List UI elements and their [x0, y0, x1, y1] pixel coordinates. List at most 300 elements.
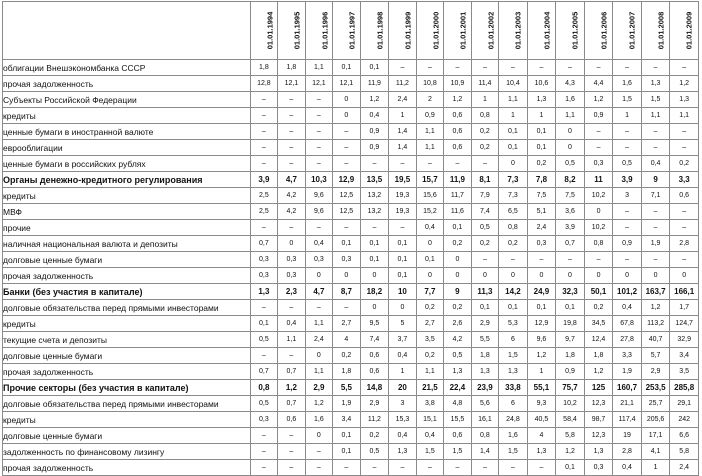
value-cell: 0,4	[389, 428, 417, 444]
value-cell: 7,3	[499, 172, 528, 188]
year-label: 01.01.1995	[292, 11, 302, 50]
value-cell: –	[670, 140, 699, 156]
value-cell: 0,8	[471, 108, 499, 124]
value-cell: 58,4	[556, 412, 585, 428]
value-cell: 15,3	[389, 412, 417, 428]
value-cell: 1,1	[416, 140, 444, 156]
value-cell: 1,8	[333, 364, 361, 380]
value-cell: 4,2	[278, 204, 306, 220]
value-cell: –	[471, 460, 499, 476]
value-cell: 0,9	[360, 140, 389, 156]
value-cell: –	[556, 60, 585, 76]
value-cell: 2,4	[670, 460, 699, 476]
value-cell: 0,3	[333, 252, 361, 268]
value-cell: 0	[333, 268, 361, 284]
value-cell: 0,3	[250, 412, 278, 428]
value-cell: 0,4	[360, 108, 389, 124]
value-cell: 6,5	[499, 204, 528, 220]
value-cell: 9	[444, 284, 472, 300]
year-header	[471, 2, 499, 60]
value-cell: 0,3	[584, 460, 613, 476]
value-cell: –	[333, 156, 361, 172]
value-cell: 285,8	[670, 380, 699, 396]
row-label: наличная национальная валюта и депозиты	[3, 236, 251, 252]
value-cell: 5,3	[499, 316, 528, 332]
value-cell: 0,1	[333, 444, 361, 460]
value-cell: 6,6	[670, 428, 699, 444]
value-cell: 0,6	[444, 108, 472, 124]
value-cell: 1,5	[499, 348, 528, 364]
value-cell: 21,1	[613, 396, 642, 412]
table-row	[3, 236, 699, 252]
value-cell: –	[670, 220, 699, 236]
row-label: Органы денежно-кредитного регулирования	[3, 172, 251, 188]
value-cell: 1,5	[641, 92, 670, 108]
value-cell: 12,3	[584, 428, 613, 444]
value-cell: 1,1	[670, 108, 699, 124]
value-cell: 0,3	[584, 156, 613, 172]
value-cell: –	[670, 204, 699, 220]
value-cell: 0	[416, 268, 444, 284]
value-cell: –	[305, 220, 333, 236]
table-row	[3, 428, 699, 444]
table-row	[3, 76, 699, 92]
value-cell: 1,3	[670, 92, 699, 108]
value-cell: 11,9	[444, 172, 472, 188]
value-cell: –	[360, 220, 389, 236]
value-cell: 9,3	[527, 396, 556, 412]
value-cell: –	[250, 348, 278, 364]
value-cell: 2,8	[613, 444, 642, 460]
value-cell: 19,8	[556, 316, 585, 332]
value-cell: 205,6	[641, 412, 670, 428]
value-cell: 0,1	[556, 300, 585, 316]
value-cell: 0	[333, 92, 361, 108]
year-header	[556, 2, 585, 60]
value-cell: 0,4	[416, 220, 444, 236]
table-row	[3, 348, 699, 364]
value-cell: 1,2	[670, 76, 699, 92]
table-row	[3, 412, 699, 428]
year-header	[389, 2, 417, 60]
table-row	[3, 268, 699, 284]
value-cell: 1	[389, 108, 417, 124]
value-cell: 4	[333, 332, 361, 348]
row-label: ценные бумаги в российских рублях	[3, 156, 251, 172]
value-cell: 1,9	[641, 236, 670, 252]
value-cell: 0	[641, 268, 670, 284]
value-cell: –	[444, 60, 472, 76]
value-cell: 1,4	[389, 124, 417, 140]
value-cell: 29,1	[670, 396, 699, 412]
value-cell: 3,9	[556, 220, 585, 236]
value-cell: 2,6	[444, 316, 472, 332]
value-cell: –	[613, 252, 642, 268]
value-cell: 166,1	[670, 284, 699, 300]
value-cell: 1	[613, 108, 642, 124]
value-cell: 1,5	[613, 92, 642, 108]
value-cell: –	[333, 220, 361, 236]
value-cell: 0,9	[416, 108, 444, 124]
table-row	[3, 156, 699, 172]
value-cell: 0,1	[527, 140, 556, 156]
value-cell: 0	[613, 268, 642, 284]
row-label: задолженность по финансовому лизингу	[3, 444, 251, 460]
year-header	[360, 2, 389, 60]
value-cell: 0,1	[499, 300, 528, 316]
value-cell: 0,1	[471, 300, 499, 316]
value-cell: 0,6	[444, 124, 472, 140]
value-cell: 2,9	[641, 364, 670, 380]
value-cell: 163,7	[641, 284, 670, 300]
value-cell: 3,6	[556, 204, 585, 220]
row-label: кредиты	[3, 188, 251, 204]
value-cell: –	[641, 220, 670, 236]
value-cell: 0,2	[471, 140, 499, 156]
value-cell: 10,3	[305, 172, 333, 188]
value-cell: 3,8	[416, 396, 444, 412]
value-cell: –	[333, 460, 361, 476]
row-label: Субъекты Российской Федерации	[3, 92, 251, 108]
value-cell: 0,3	[278, 268, 306, 284]
value-cell: 0,8	[250, 380, 278, 396]
value-cell: –	[584, 140, 613, 156]
value-cell: 10,9	[444, 76, 472, 92]
value-cell: 12,5	[333, 188, 361, 204]
value-cell: 0	[499, 156, 528, 172]
year-header	[499, 2, 528, 60]
value-cell: 1	[527, 108, 556, 124]
value-cell: 7,1	[641, 188, 670, 204]
value-cell: 160,7	[613, 380, 642, 396]
value-cell: 0,4	[416, 428, 444, 444]
value-cell: 0,1	[389, 236, 417, 252]
value-cell: –	[499, 460, 528, 476]
value-cell: 3,4	[670, 348, 699, 364]
value-cell: 15,2	[416, 204, 444, 220]
value-cell: –	[250, 444, 278, 460]
value-cell: 5,8	[556, 428, 585, 444]
value-cell: 101,2	[613, 284, 642, 300]
value-cell: –	[333, 140, 361, 156]
value-cell: 7,5	[527, 188, 556, 204]
value-cell: 0,1	[333, 428, 361, 444]
value-cell: 0,8	[471, 428, 499, 444]
table-row	[3, 300, 699, 316]
value-cell: 0	[670, 268, 699, 284]
value-cell: 1,3	[250, 284, 278, 300]
value-cell: 0,2	[360, 428, 389, 444]
row-label: прочая задолженность	[3, 364, 251, 380]
value-cell: 5,5	[471, 332, 499, 348]
year-label: 01.01.2002	[485, 11, 495, 50]
value-cell: 2,4	[305, 332, 333, 348]
value-cell: –	[527, 460, 556, 476]
value-cell: 11,2	[389, 76, 417, 92]
value-cell: 0,2	[471, 236, 499, 252]
value-cell: 0,1	[389, 252, 417, 268]
value-cell: 1,1	[556, 108, 585, 124]
value-cell: 1,2	[305, 396, 333, 412]
year-header	[584, 2, 613, 60]
value-cell: –	[613, 124, 642, 140]
value-cell: –	[250, 300, 278, 316]
value-cell: –	[389, 220, 417, 236]
value-cell: 5,5	[333, 380, 361, 396]
value-cell: 0	[556, 124, 585, 140]
table-row	[3, 252, 699, 268]
value-cell: 12,9	[333, 172, 361, 188]
value-cell: 1,2	[641, 300, 670, 316]
value-cell: 1	[471, 92, 499, 108]
value-cell: 4,2	[444, 332, 472, 348]
row-label: прочие	[3, 220, 251, 236]
value-cell: –	[360, 156, 389, 172]
value-cell: 7,4	[471, 204, 499, 220]
value-cell: 34,5	[584, 316, 613, 332]
value-cell: –	[416, 460, 444, 476]
value-cell: –	[333, 124, 361, 140]
value-cell: –	[499, 60, 528, 76]
table-row	[3, 316, 699, 332]
table-row	[3, 172, 699, 188]
value-cell: 0,6	[444, 428, 472, 444]
value-cell: –	[527, 60, 556, 76]
value-cell: 242	[670, 412, 699, 428]
row-label: долговые обязательства перед прямыми инвесторами	[3, 300, 251, 316]
value-cell: –	[584, 252, 613, 268]
value-cell: 0,5	[556, 156, 585, 172]
value-cell: 10,4	[499, 76, 528, 92]
value-cell: 1,5	[444, 444, 472, 460]
value-cell: 1	[389, 364, 417, 380]
value-cell: 23,9	[471, 380, 499, 396]
value-cell: 2,3	[278, 284, 306, 300]
value-cell: 0,2	[584, 300, 613, 316]
year-header	[444, 2, 472, 60]
value-cell: –	[305, 444, 333, 460]
value-cell: 0,7	[556, 236, 585, 252]
value-cell: 1,8	[584, 348, 613, 364]
value-cell: 1,1	[641, 108, 670, 124]
value-cell: –	[250, 156, 278, 172]
value-cell: 9,6	[527, 332, 556, 348]
value-cell: –	[250, 428, 278, 444]
value-cell: 2,5	[250, 204, 278, 220]
value-cell: 55,1	[527, 380, 556, 396]
value-cell: 9	[641, 172, 670, 188]
value-cell: 12,5	[333, 204, 361, 220]
value-cell: 0,7	[278, 396, 306, 412]
table-row	[3, 444, 699, 460]
value-cell: 1,8	[250, 60, 278, 76]
year-header	[416, 2, 444, 60]
external-debt-table	[2, 1, 699, 476]
value-cell: –	[416, 156, 444, 172]
value-cell: 0,1	[499, 140, 528, 156]
value-cell: 21,5	[416, 380, 444, 396]
value-cell: 6	[499, 396, 528, 412]
value-cell: –	[250, 220, 278, 236]
year-header	[333, 2, 361, 60]
value-cell: 1,1	[416, 364, 444, 380]
row-label: долговые ценные бумаги	[3, 348, 251, 364]
value-cell: 2,9	[360, 396, 389, 412]
value-cell: –	[613, 60, 642, 76]
value-cell: 1,5	[499, 444, 528, 460]
value-cell: –	[278, 108, 306, 124]
value-cell: –	[278, 140, 306, 156]
value-cell: –	[305, 300, 333, 316]
value-cell: –	[471, 156, 499, 172]
value-cell: –	[389, 460, 417, 476]
value-cell: 11,7	[444, 188, 472, 204]
value-cell: 27,8	[613, 332, 642, 348]
value-cell: 11,2	[360, 412, 389, 428]
year-header	[670, 2, 699, 60]
value-cell: 1,2	[584, 92, 613, 108]
value-cell: 7,8	[527, 172, 556, 188]
year-header	[305, 2, 333, 60]
value-cell: 0	[278, 236, 306, 252]
value-cell: 0,5	[444, 348, 472, 364]
value-cell: 1	[499, 108, 528, 124]
value-cell: 15,1	[416, 412, 444, 428]
value-cell: 10,2	[556, 396, 585, 412]
value-cell: –	[278, 220, 306, 236]
value-cell: 1,6	[613, 76, 642, 92]
table-row	[3, 92, 699, 108]
year-label: 01.01.2001	[458, 11, 468, 50]
value-cell: 1,3	[527, 92, 556, 108]
value-cell: 1,6	[499, 428, 528, 444]
value-cell: 0,5	[471, 220, 499, 236]
value-cell: 40,5	[527, 412, 556, 428]
value-cell: 0,7	[278, 364, 306, 380]
value-cell: 12,1	[305, 76, 333, 92]
value-cell: 0,7	[250, 236, 278, 252]
value-cell: 253,5	[641, 380, 670, 396]
value-cell: 0,3	[250, 268, 278, 284]
value-cell: 24,9	[527, 284, 556, 300]
value-cell: 0,4	[389, 348, 417, 364]
value-cell: 5,6	[471, 396, 499, 412]
value-cell: 2,7	[333, 316, 361, 332]
value-cell: 4,7	[278, 172, 306, 188]
table-row	[3, 124, 699, 140]
value-cell: –	[250, 92, 278, 108]
value-cell: 2,9	[305, 380, 333, 396]
row-label: облигации Внешэкономбанка СССР	[3, 60, 251, 76]
row-label: кредиты	[3, 108, 251, 124]
value-cell: 0	[360, 268, 389, 284]
value-cell: 22,4	[444, 380, 472, 396]
value-cell: 11,9	[360, 76, 389, 92]
value-cell: 8,2	[556, 172, 585, 188]
table-row	[3, 380, 699, 396]
value-cell: 1,3	[499, 364, 528, 380]
value-cell: –	[305, 124, 333, 140]
value-cell: –	[278, 124, 306, 140]
row-label: прочая задолженность	[3, 268, 251, 284]
value-cell: 1,6	[556, 92, 585, 108]
value-cell: 0,7	[250, 364, 278, 380]
value-cell: 1,3	[471, 364, 499, 380]
value-cell: 32,9	[670, 332, 699, 348]
value-cell: 12,9	[527, 316, 556, 332]
value-cell: 1,9	[613, 364, 642, 380]
value-cell: 10,2	[584, 220, 613, 236]
value-cell: 15,6	[416, 188, 444, 204]
value-cell: 1,3	[527, 444, 556, 460]
value-cell: –	[305, 108, 333, 124]
value-cell: 0,3	[250, 252, 278, 268]
value-cell: –	[305, 92, 333, 108]
value-cell: 0,4	[613, 460, 642, 476]
value-cell: 0,2	[444, 236, 472, 252]
value-cell: 0,1	[333, 60, 361, 76]
value-cell: –	[305, 140, 333, 156]
value-cell: 13,5	[360, 172, 389, 188]
value-cell: 2,5	[250, 188, 278, 204]
value-cell: 0	[584, 204, 613, 220]
value-cell: 0,3	[278, 252, 306, 268]
value-cell: 1,1	[305, 60, 333, 76]
value-cell: –	[278, 444, 306, 460]
table-row	[3, 60, 699, 76]
row-label: ценные бумаги в иностранной валюте	[3, 124, 251, 140]
value-cell: –	[613, 204, 642, 220]
value-cell: 12,1	[333, 76, 361, 92]
value-cell: 13,2	[360, 188, 389, 204]
value-cell: 0,5	[250, 332, 278, 348]
value-cell: 0,6	[444, 140, 472, 156]
value-cell: 0	[584, 268, 613, 284]
value-cell: 3,5	[416, 332, 444, 348]
value-cell: 0,9	[613, 236, 642, 252]
year-label: 01.01.2000	[430, 11, 440, 50]
value-cell: –	[584, 60, 613, 76]
value-cell: –	[471, 252, 499, 268]
value-cell: 7,9	[471, 188, 499, 204]
row-label: прочая задолженность	[3, 76, 251, 92]
value-cell: 11,6	[444, 204, 472, 220]
value-cell: 2,8	[670, 236, 699, 252]
value-cell: 0	[416, 236, 444, 252]
value-cell: 5,7	[641, 348, 670, 364]
value-cell: 9,7	[556, 332, 585, 348]
value-cell: 0,2	[444, 300, 472, 316]
value-cell: 1,3	[389, 444, 417, 460]
year-label: 01.01.1996	[319, 11, 329, 50]
value-cell: 0,4	[305, 236, 333, 252]
row-label: кредиты	[3, 316, 251, 332]
value-cell: 0,3	[305, 252, 333, 268]
value-cell: 0,6	[360, 348, 389, 364]
value-cell: 0,6	[278, 412, 306, 428]
table-row	[3, 220, 699, 236]
value-cell: 1,8	[556, 348, 585, 364]
value-cell: 16,1	[471, 412, 499, 428]
value-cell: 117,4	[613, 412, 642, 428]
row-label: прочая задолженность	[3, 460, 251, 476]
value-cell: 19	[613, 428, 642, 444]
value-cell: –	[389, 60, 417, 76]
value-cell: 2,4	[389, 92, 417, 108]
value-cell: 19,5	[389, 172, 417, 188]
value-cell: 125	[584, 380, 613, 396]
value-cell: –	[278, 428, 306, 444]
